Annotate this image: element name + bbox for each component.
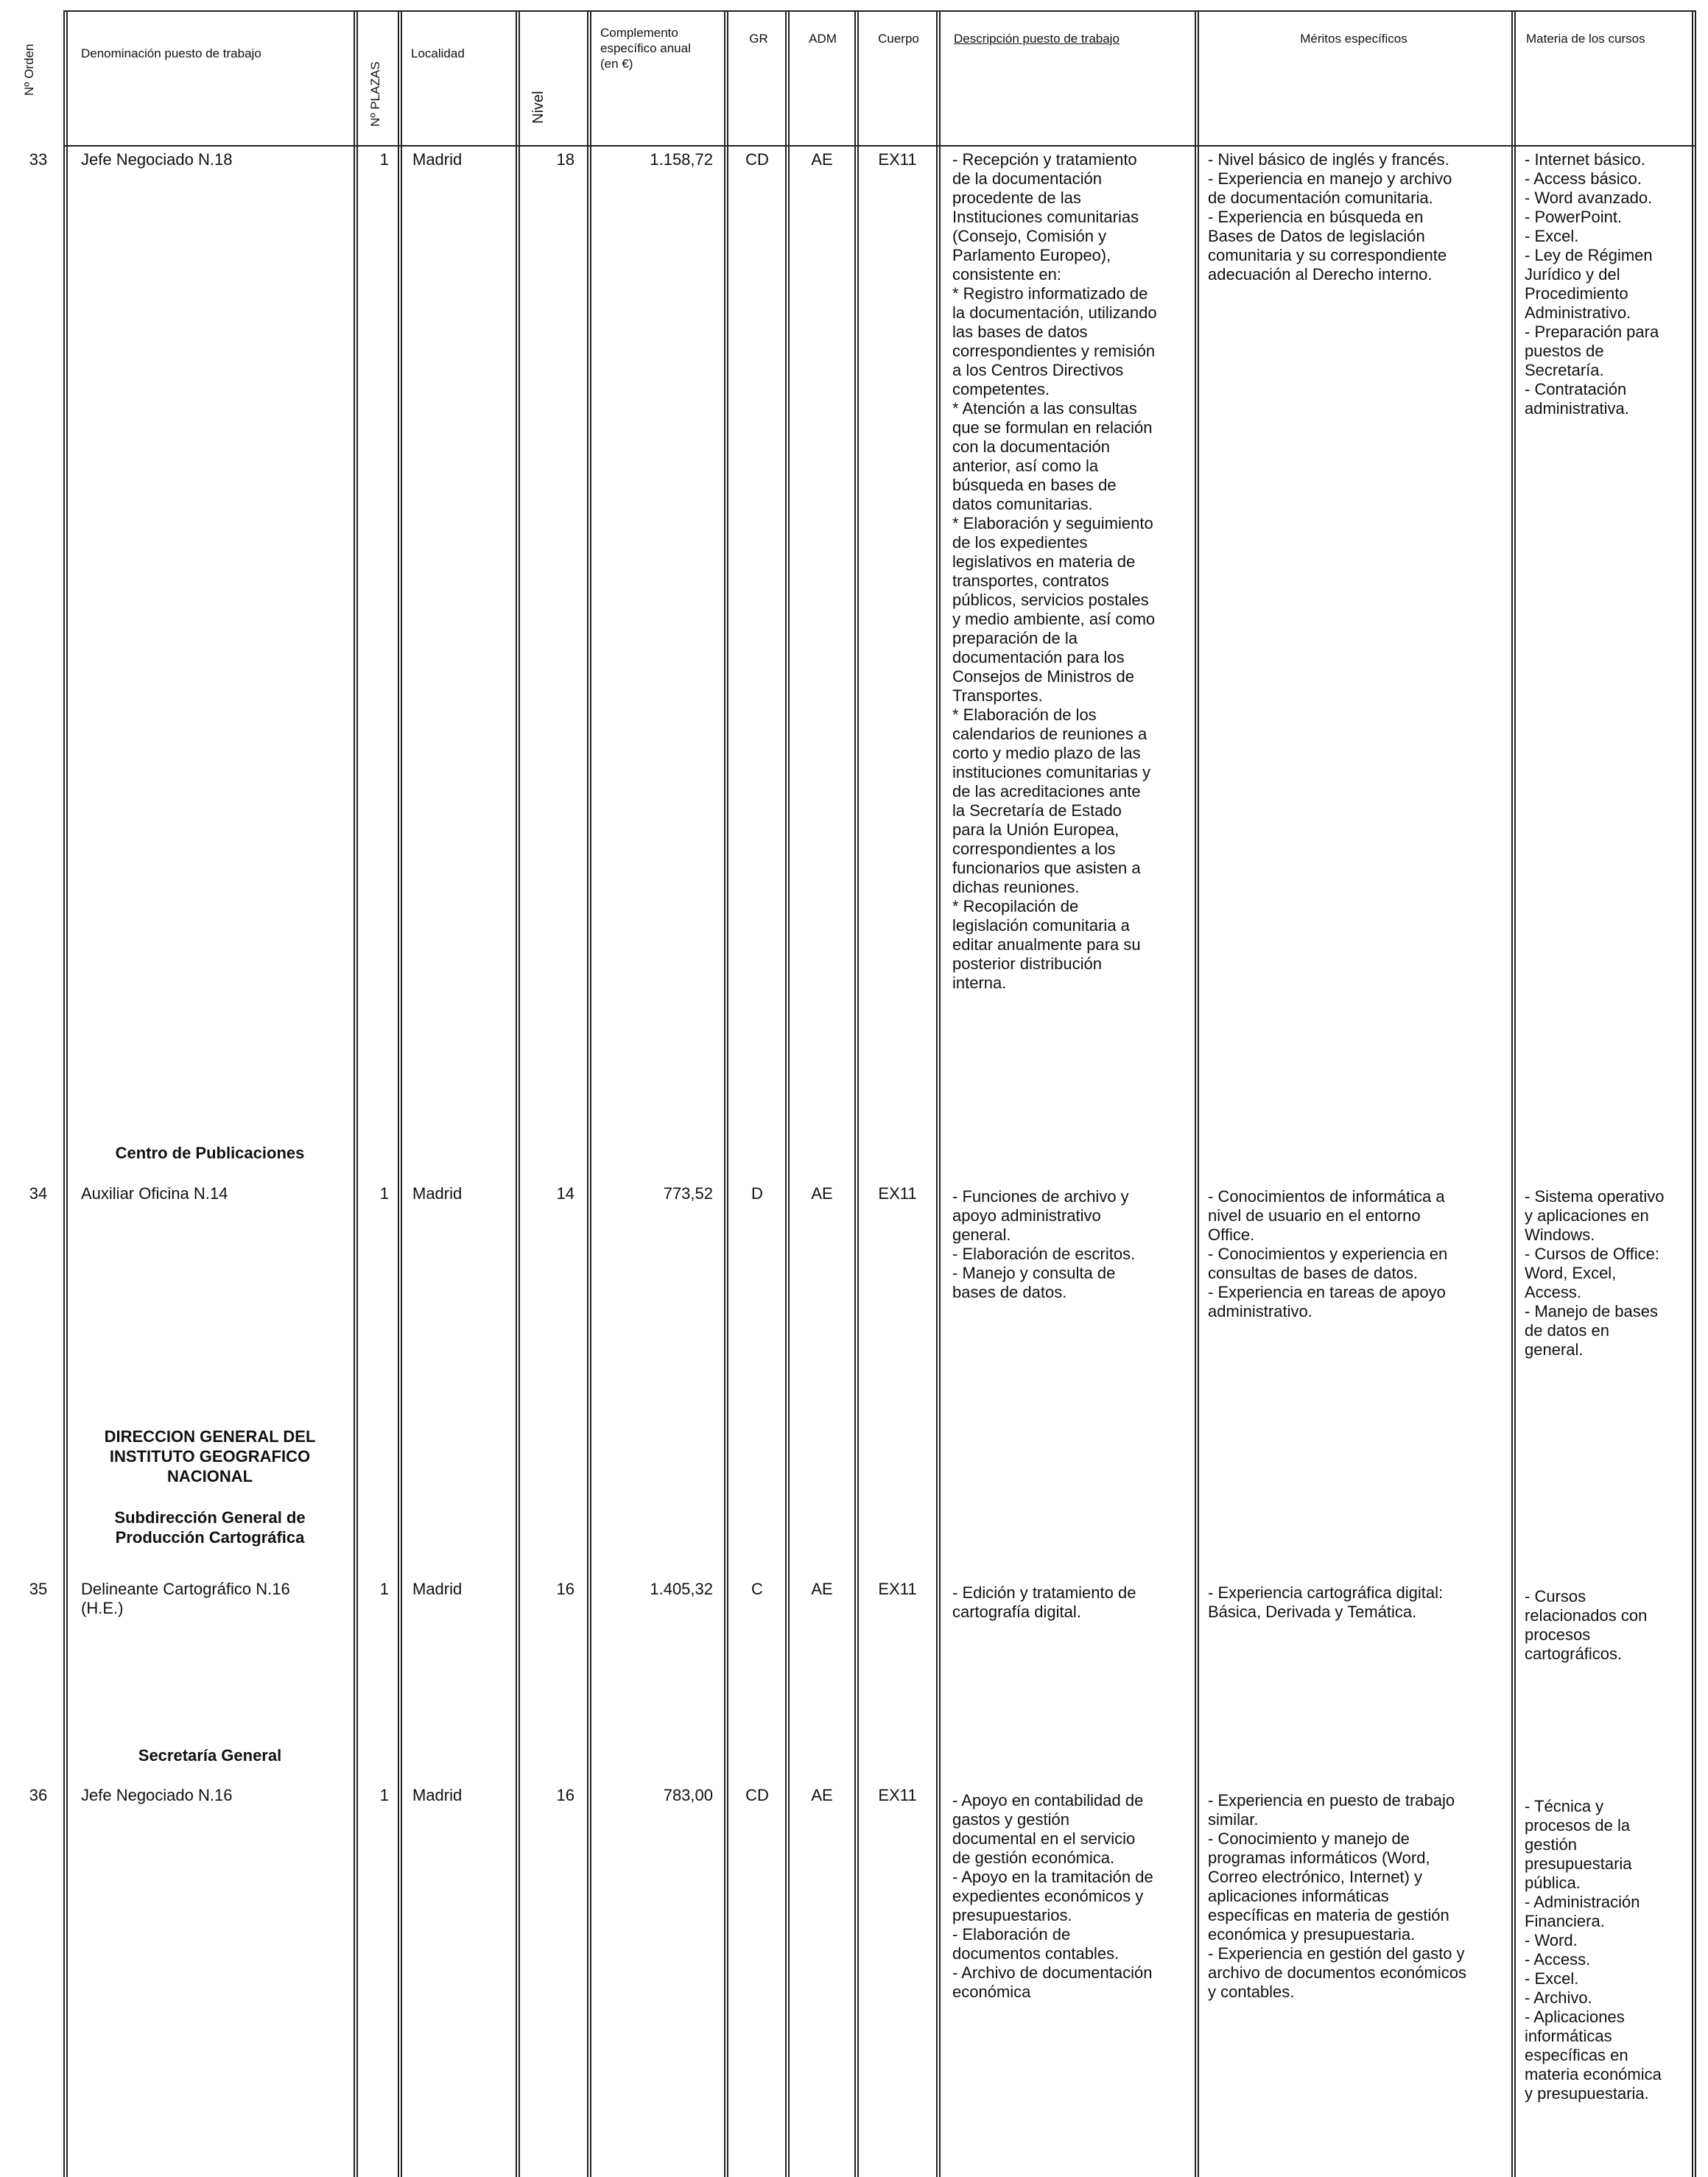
row-36-cuerpo: EX11 [878, 1786, 917, 1804]
row-33-plazas: 1 [379, 150, 389, 169]
row-34-gr: D [751, 1184, 763, 1203]
row-36-nivel: 16 [556, 1786, 574, 1804]
col-border-8 [936, 10, 938, 2177]
row-35-cuerpo: EX11 [878, 1580, 917, 1598]
row-33-cursos: - Internet básico. - Access básico. - Word avanzado. - PowerPoint. - Excel. - Ley de Régimen Jurídico y del Procedimiento Administrativo. - Preparación para puestos de Secretaría. - Contratación administrativa. [1525, 150, 1659, 418]
col-border-left [63, 10, 65, 2177]
row-36-plazas: 1 [379, 1786, 389, 1804]
row-33-adm: AE [811, 150, 833, 169]
header-denominacion: Denominación puesto de trabajo [81, 46, 261, 60]
row-35-gr: C [751, 1580, 763, 1598]
row-35-plazas: 1 [379, 1580, 389, 1598]
col-border-1 [354, 10, 355, 2177]
row-33-complemento: 1.158,72 [650, 150, 713, 169]
section-dg-instituto-geografico: DIRECCION GENERAL DEL INSTITUTO GEOGRAFICO NACIONAL [104, 1427, 316, 1485]
row-36-descripcion: - Apoyo en contabilidad de gastos y gestión documental en el servicio de gestión económica. - Apoyo en la tramitación de expedientes económicos y presupuestarios. - Elaboración de documentos contables. - Archivo de documentación económica [952, 1791, 1153, 2001]
header-meritos: Méritos específicos [1300, 32, 1407, 46]
row-33-gr: CD [745, 150, 769, 169]
header-bottom-border [63, 145, 1695, 147]
table-top-border [63, 10, 1695, 12]
row-33-orden: 33 [29, 150, 48, 169]
row-35-nivel: 16 [556, 1580, 574, 1598]
section-centro-publicaciones: Centro de Publicaciones [115, 1144, 305, 1162]
row-33-meritos: - Nivel básico de inglés y francés. - Experiencia en manejo y archivo de documentación comunitaria. - Experiencia en búsqueda en Bases de Datos de legislación comunitaria y su correspondiente adecuación al Derecho interno. [1208, 150, 1452, 284]
header-orden: Nº Orden [22, 43, 36, 96]
section-secretaria-general: Secretaría General [138, 1746, 282, 1765]
row-36-complemento: 783,00 [663, 1786, 713, 1804]
row-35-adm: AE [811, 1580, 833, 1598]
row-34-adm: AE [811, 1184, 833, 1203]
row-34-denominacion: Auxiliar Oficina N.14 [81, 1184, 228, 1203]
row-33-cuerpo: EX11 [878, 150, 917, 169]
row-34-plazas: 1 [379, 1184, 389, 1203]
col-border-right [1692, 10, 1693, 2177]
header-localidad: Localidad [411, 46, 465, 60]
row-34-nivel: 14 [556, 1184, 574, 1203]
col-border-5 [724, 10, 725, 2177]
row-35-meritos: - Experiencia cartográfica digital: Básica, Derivada y Temática. [1208, 1583, 1444, 1621]
row-35-descripcion: - Edición y tratamiento de cartografía digital. [952, 1583, 1136, 1621]
row-34-localidad: Madrid [412, 1184, 463, 1203]
section-sg-produccion-cartografica: Subdirección General de Producción Cartográfica [114, 1508, 306, 1547]
header-descripcion: Descripción puesto de trabajo [954, 32, 1120, 46]
row-35-localidad: Madrid [412, 1580, 463, 1598]
row-33-descripcion: - Recepción y tratamiento de la documentación procedente de las Instituciones comunitarias (Consejo, Comisión y Parlamento Europeo), consistente en: * Registro informatizado de la documentación, utilizando las bases de datos correspondientes y remisión a los Centros Directivos competentes. * Atención a las consultas que se formulan en relación con la documentación anterior, así como la búsqueda en bases de datos comunitarias. * Elaboración y seguimiento de los expedientes legislativos en materia de transportes, contratos públicos, servicios postales y medio ambiente, así como preparación de la documentación para los Consejos de Ministros de Transportes. * Elaboración de los calendarios de reuniones a corto y medio plazo de las instituciones comunitarias y de las acreditaciones ante la Secretaría de Estado para la Unión Europea, correspondientes a los funcionarios que asisten a dichas reuniones. * Recopilación de legislación comunitaria a editar anualmente para su posterior distribución interna. [952, 150, 1157, 992]
row-35-cursos: - Cursos relacionados con procesos cartográficos. [1525, 1587, 1648, 1663]
row-36-localidad: Madrid [412, 1786, 463, 1804]
row-33-nivel: 18 [556, 150, 574, 169]
col-border-3 [516, 10, 517, 2177]
header-cuerpo: Cuerpo [878, 32, 919, 46]
header-nivel: Nivel [530, 91, 547, 124]
col-border-6 [785, 10, 787, 2177]
row-36-orden: 36 [29, 1786, 48, 1804]
row-36-gr: CD [745, 1786, 769, 1804]
row-35-denominacion: Delineante Cartográfico N.16 (H.E.) [81, 1580, 290, 1617]
row-34-descripcion: - Funciones de archivo y apoyo administrativo general. - Elaboración de escritos. - Manejo y consulta de bases de datos. [952, 1187, 1136, 1301]
row-36-denominacion: Jefe Negociado N.16 [81, 1786, 233, 1804]
row-34-orden: 34 [29, 1184, 48, 1203]
row-34-complemento: 773,52 [663, 1184, 713, 1203]
row-33-localidad: Madrid [412, 150, 463, 169]
row-35-complemento: 1.405,32 [650, 1580, 713, 1598]
col-border-4 [587, 10, 588, 2177]
row-34-cursos: - Sistema operativo y aplicaciones en Windows. - Cursos de Office: Word, Excel, Access. - Manejo de bases de datos en general. [1525, 1187, 1665, 1359]
row-35-orden: 35 [29, 1580, 48, 1598]
row-36-meritos: - Experiencia en puesto de trabajo similar. - Conocimiento y manejo de programas informáticos (Word, Correo electrónico, Internet) y aplicaciones informáticas específicas en materia de gestión económica y presupuestaria. - Experiencia en gestión del gasto y archivo de documentos económicos y contables. [1208, 1791, 1466, 2001]
col-border-9 [1195, 10, 1196, 2177]
row-36-cursos: - Técnica y procesos de la gestión presupuestaria pública. - Administración Financiera. - Word. - Access. - Excel. - Archivo. - Aplicaciones informáticas específicas en materia económica y presupuestaria. [1525, 1797, 1662, 2103]
col-border-10 [1511, 10, 1513, 2177]
col-border-2 [398, 10, 399, 2177]
col-border-7 [854, 10, 856, 2177]
header-complemento: Complemento específico anual (en €) [600, 26, 691, 71]
header-adm: ADM [809, 32, 837, 46]
row-34-cuerpo: EX11 [878, 1184, 917, 1203]
header-cursos: Materia de los cursos [1526, 32, 1645, 46]
row-36-adm: AE [811, 1786, 833, 1804]
row-33-denominacion: Jefe Negociado N.18 [81, 150, 233, 169]
header-plazas: Nº PLAZAS [368, 61, 382, 127]
row-34-meritos: - Conocimientos de informática a nivel de usuario en el entorno Office. - Conocimientos y experiencia en consultas de bases de datos. - Experiencia en tareas de apoyo administrativo. [1208, 1187, 1448, 1320]
header-gr: GR [749, 32, 768, 46]
